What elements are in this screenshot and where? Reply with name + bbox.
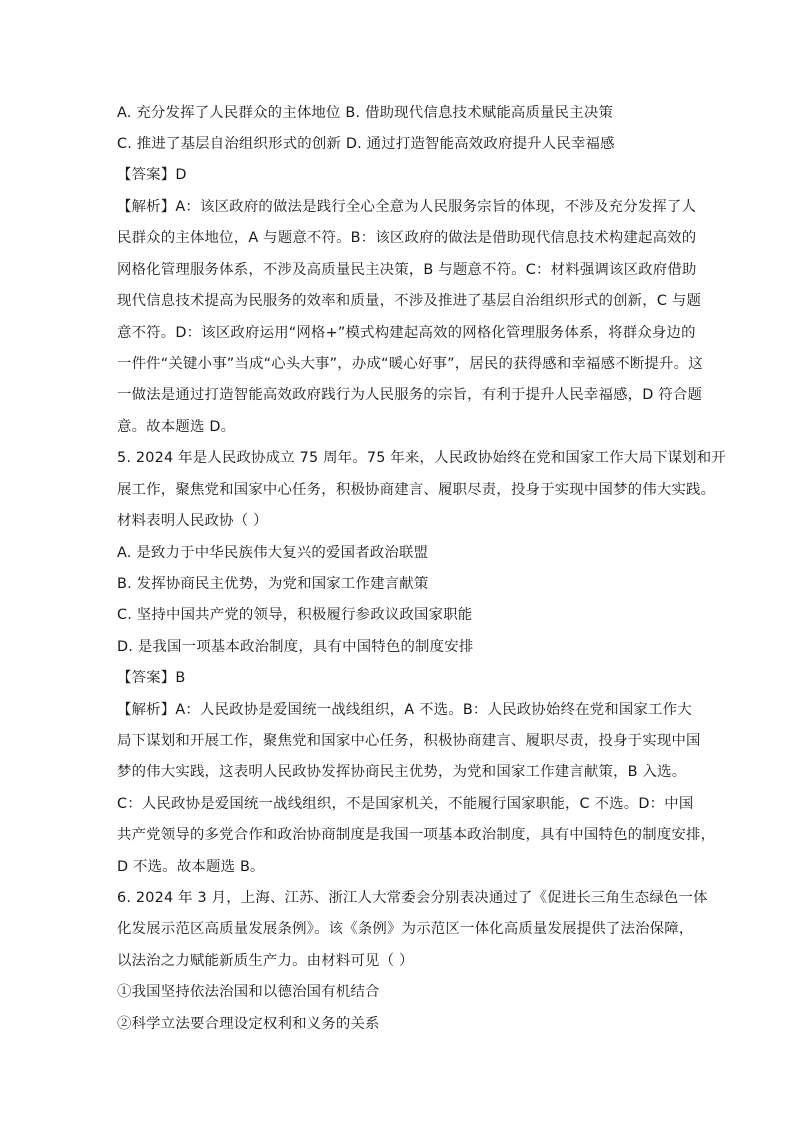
analysis-line: 网格化管理服务体系，不涉及高质量民主决策，B 与题意不符。C：材料强调该区政府借助 <box>117 262 697 278</box>
analysis-line: 共产党领导的多党合作和政治协商制度是我国一项基本政治制度，具有中国特色的制度安排， <box>117 827 716 843</box>
analysis-line: 一件件“关键小事”当成“心头大事”，办成“暖心好事”，居民的获得感和幸福感不断提升。这 <box>117 356 703 372</box>
question-stem: 以法治之力赋能新质生产力。由材料可见（ ） <box>117 953 414 969</box>
question-stem: 5. 2024 年是人民政协成立 75 周年。75 年来，人民政协始终在党和国家工作大局下谋划和开 <box>117 450 726 466</box>
option-b: B. 发挥协商民主优势，为党和国家工作建言献策 <box>117 576 429 592</box>
analysis-line: D 不选。故本题选 B。 <box>117 859 265 875</box>
statement-1: ①我国坚持依法治国和以德治国有机结合 <box>117 984 380 1000</box>
analysis-line: 一做法是通过打造智能高效政府践行为人民服务的宗旨，有利于提升人民幸福感，D 符合题 <box>117 387 703 403</box>
analysis-line: 意。故本题选 D。 <box>117 419 236 435</box>
option-a: A. 是致力于中华民族伟大复兴的爱国者政治联盟 <box>117 545 429 561</box>
analysis-line: 梦的伟大实践，这表明人民政协发挥协商民主优势，为党和国家工作建言献策，B 入选。 <box>117 764 687 780</box>
option-line: A. 充分发挥了人民群众的主体地位 B. 借助现代信息技术赋能高质量民主决策 <box>117 105 614 121</box>
answer-label: 【答案】D <box>117 167 187 183</box>
option-c: C. 坚持中国共产党的领导，积极履行参政议政国家职能 <box>117 607 473 623</box>
question-stem: 化发展示范区高质量发展条例》。该《条例》为示范区一体化高质量发展提供了法治保障， <box>117 921 694 937</box>
analysis-line: 民群众的主体地位，A 与题意不符。B：该区政府的做法是借助现代信息技术构建起高效的 <box>117 230 697 246</box>
analysis-line: 【解析】A：人民政协是爱国统一战线组织，A 不选。B：人民政协始终在党和国家工作大 <box>117 702 692 718</box>
analysis-line: C：人民政协是爱国统一战线组织，不是国家机关，不能履行国家职能，C 不选。D：中国 <box>117 796 694 812</box>
analysis-line: 局下谋划和开展工作，聚焦党和国家中心任务，积极协商建言、履职尽责，投身于实现中国 <box>117 733 701 749</box>
option-line: C. 推进了基层自治组织形式的创新 D. 通过打造智能高效政府提升人民幸福感 <box>117 136 615 152</box>
analysis-line: 意不符。D：该区政府运用“网格+”模式构建起高效的网格化管理服务体系，将群众身边的 <box>117 325 696 341</box>
question-stem: 材料表明人民政协（ ） <box>117 513 268 529</box>
answer-label: 【答案】B <box>117 670 186 686</box>
analysis-line: 现代信息技术提高为民服务的效率和质量，不涉及推进了基层自治组织形式的创新，C 与题 <box>117 293 702 309</box>
question-stem: 展工作，聚焦党和国家中心任务，积极协商建言、履职尽责，投身于实现中国梦的伟大实践。 <box>117 482 716 498</box>
option-d: D. 是我国一项基本政治制度，具有中国特色的制度安排 <box>117 639 474 655</box>
question-stem: 6. 2024 年 3 月，上海、江苏、浙江人大常委会分别表决通过了《促进长三角生态绿色一体 <box>117 890 708 906</box>
statement-2: ②科学立法要合理设定权利和义务的关系 <box>117 1016 380 1032</box>
analysis-line: 【解析】A：该区政府的做法是践行全心全意为人民服务宗旨的体现，不涉及充分发挥了人 <box>117 199 697 215</box>
